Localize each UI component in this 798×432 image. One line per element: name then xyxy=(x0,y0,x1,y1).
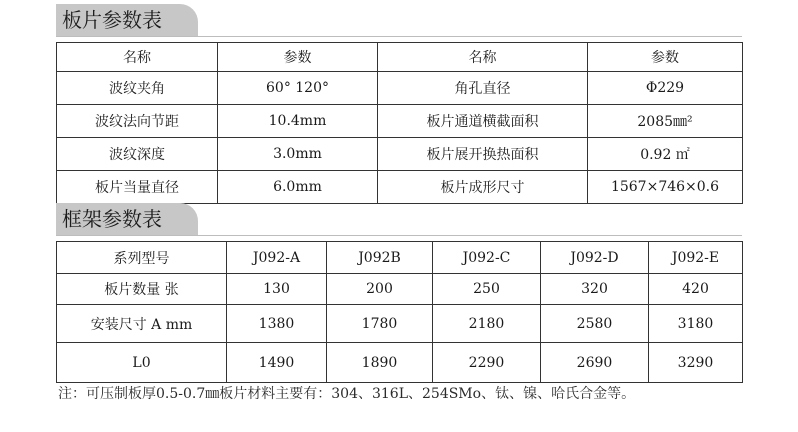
table-row xyxy=(57,171,743,204)
plate-params-table xyxy=(56,42,743,204)
table-cell: 安装尺寸 A mm xyxy=(57,305,227,343)
table-row xyxy=(57,72,743,105)
table-cell: 板片数量 张 xyxy=(57,274,227,305)
table-cell: 130 xyxy=(227,274,327,305)
table-cell: 1780 xyxy=(327,305,433,343)
frame-section-title-text: 框架参数表 xyxy=(62,207,162,231)
table-cell: 板片成形尺寸 xyxy=(378,171,588,204)
table-cell: L0 xyxy=(57,343,227,383)
frame-section-rule xyxy=(56,235,742,236)
table-cell: 2690 xyxy=(541,343,649,383)
table-cell: 波纹法向节距 xyxy=(57,105,218,138)
table-cell: 1567×746×0.6 xyxy=(588,171,743,204)
footnote: 注：可压制板厚0.5-0.7㎜板片材料主要有：304、316L、254SMo、钛、镍、哈氏合金等。 xyxy=(58,386,636,402)
plate-section-rule xyxy=(56,36,742,37)
table-cell: 2180 xyxy=(433,305,541,343)
table-cell: 3290 xyxy=(649,343,743,383)
table-cell: 0.92 ㎡ xyxy=(588,138,743,171)
table-cell: 320 xyxy=(541,274,649,305)
table-header-row xyxy=(57,242,743,274)
header-cell: J092-D xyxy=(541,242,649,274)
header-cell: J092B xyxy=(327,242,433,274)
table-row xyxy=(57,274,743,305)
table-cell: 60° 120° xyxy=(218,72,378,105)
table-cell: 200 xyxy=(327,274,433,305)
table-cell: Φ229 xyxy=(588,72,743,105)
table-row xyxy=(57,138,743,171)
table-cell: 250 xyxy=(433,274,541,305)
header-cell: J092-A xyxy=(227,242,327,274)
frame-params-table xyxy=(56,241,743,383)
table-cell: 1890 xyxy=(327,343,433,383)
table-cell: 板片通道横截面积 xyxy=(378,105,588,138)
table-cell: 3180 xyxy=(649,305,743,343)
header-cell: 系列型号 xyxy=(57,242,227,274)
table-cell: 2580 xyxy=(541,305,649,343)
header-cell: 名称 xyxy=(378,43,588,72)
header-cell: 名称 xyxy=(57,43,218,72)
table-header-row xyxy=(57,43,743,72)
table-cell: 板片展开换热面积 xyxy=(378,138,588,171)
frame-section-title xyxy=(56,203,198,235)
table-row xyxy=(57,105,743,138)
table-cell: 420 xyxy=(649,274,743,305)
table-row xyxy=(57,343,743,383)
table-cell: 角孔直径 xyxy=(378,72,588,105)
table-cell: 1380 xyxy=(227,305,327,343)
table-cell: 板片当量直径 xyxy=(57,171,218,204)
plate-section-title xyxy=(56,4,198,36)
table-cell: 6.0mm xyxy=(218,171,378,204)
header-cell: J092-C xyxy=(433,242,541,274)
plate-section-title-text: 板片参数表 xyxy=(62,8,162,32)
table-cell: 3.0mm xyxy=(218,138,378,171)
header-cell: J092-E xyxy=(649,242,743,274)
table-cell: 波纹夹角 xyxy=(57,72,218,105)
table-cell: 波纹深度 xyxy=(57,138,218,171)
table-cell: 2085㎜² xyxy=(588,105,743,138)
table-cell: 2290 xyxy=(433,343,541,383)
table-row xyxy=(57,305,743,343)
table-cell: 10.4mm xyxy=(218,105,378,138)
header-cell: 参数 xyxy=(588,43,743,72)
table-cell: 1490 xyxy=(227,343,327,383)
header-cell: 参数 xyxy=(218,43,378,72)
